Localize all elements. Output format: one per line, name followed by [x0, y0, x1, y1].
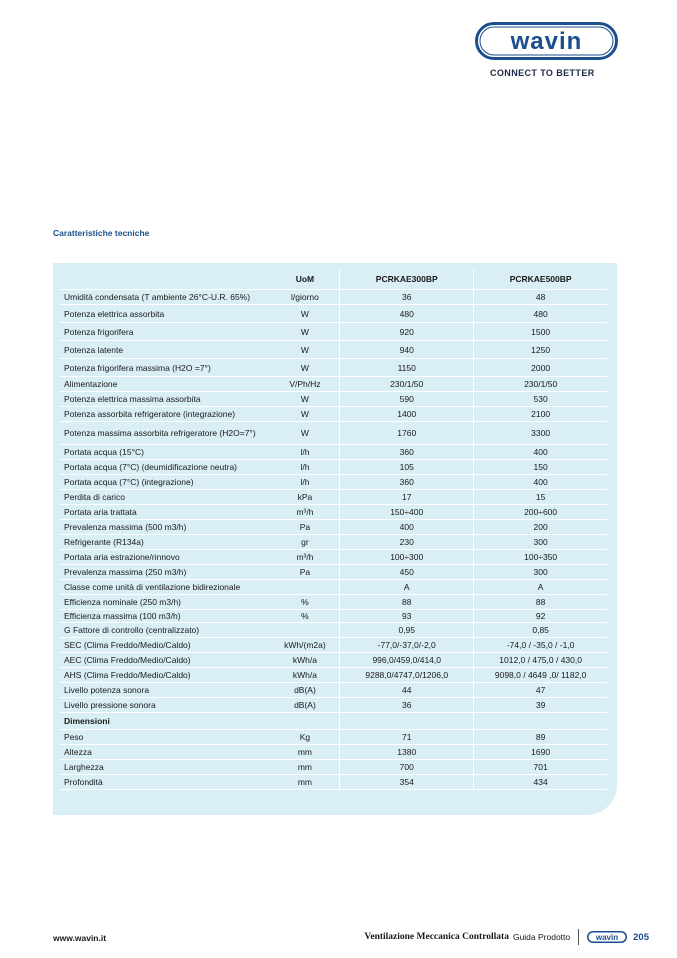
table-row: [60, 745, 607, 760]
cell-value-500: 92: [474, 610, 607, 623]
table-row: [60, 377, 607, 392]
cell-value-300: [340, 713, 474, 730]
cell-value-300: 590: [340, 392, 474, 407]
cell-uom: Pa: [271, 520, 340, 535]
cell-parameter: Portata acqua (7°C) (deumidificazione neutra): [60, 460, 271, 475]
cell-uom: %: [271, 610, 340, 623]
cell-value-500: 200: [474, 520, 607, 535]
cell-value-300: 105: [340, 460, 474, 475]
cell-parameter: Potenza latente: [60, 341, 271, 359]
logo-wordmark: wavin: [510, 28, 583, 55]
cell-value-500: 530: [474, 392, 607, 407]
cell-uom: W: [271, 407, 340, 422]
table-row: [60, 422, 607, 445]
cell-uom: [271, 580, 340, 595]
cell-value-300: 920: [340, 323, 474, 341]
section-title: Caratteristiche tecniche: [53, 228, 150, 238]
cell-parameter: Prevalenza massima (250 m3/h): [60, 565, 271, 580]
cell-uom: mm: [271, 745, 340, 760]
cell-value-500: 300: [474, 565, 607, 580]
table-row: [60, 595, 607, 610]
table-row: [60, 535, 607, 550]
cell-parameter: Classe come unità di ventilazione bidirezionale: [60, 580, 271, 595]
cell-parameter: Livello pressione sonora: [60, 698, 271, 713]
cell-value-300: 230/1/50: [340, 377, 474, 392]
cell-value-500: 88: [474, 595, 607, 610]
table-row: [60, 445, 607, 460]
cell-parameter: Larghezza: [60, 760, 271, 775]
table-row: [60, 460, 607, 475]
cell-uom: m³/h: [271, 505, 340, 520]
cell-value-500: 0,85: [474, 623, 607, 638]
table-row: [60, 668, 607, 683]
cell-value-300: A: [340, 580, 474, 595]
cell-parameter: SEC (Clima Freddo/Medio/Caldo): [60, 638, 271, 653]
cell-value-300: 700: [340, 760, 474, 775]
cell-value-300: 36: [340, 290, 474, 305]
cell-parameter: AHS (Clima Freddo/Medio/Caldo): [60, 668, 271, 683]
table-row: [60, 323, 607, 341]
cell-value-300: 360: [340, 475, 474, 490]
cell-uom: kWh/a: [271, 668, 340, 683]
cell-parameter: Portata acqua (15°C): [60, 445, 271, 460]
table-row: [60, 520, 607, 535]
cell-parameter: Potenza elettrica assorbita: [60, 305, 271, 323]
cell-value-300: 400: [340, 520, 474, 535]
cell-uom: l/giorno: [271, 290, 340, 305]
wavin-logo: [475, 22, 618, 60]
cell-value-500: 434: [474, 775, 607, 790]
cell-value-300: 1400: [340, 407, 474, 422]
cell-value-300: 88: [340, 595, 474, 610]
cell-uom: dB(A): [271, 683, 340, 698]
table-row: [60, 565, 607, 580]
cell-value-500: 47: [474, 683, 607, 698]
cell-uom: gr: [271, 535, 340, 550]
cell-uom: mm: [271, 775, 340, 790]
cell-value-300: 480: [340, 305, 474, 323]
footer-logo-wordmark: wavin: [596, 933, 619, 942]
table-row: [60, 683, 607, 698]
table-row: [60, 359, 607, 377]
cell-uom: l/h: [271, 460, 340, 475]
cell-value-500: 3300: [474, 422, 607, 445]
cell-uom: l/h: [271, 475, 340, 490]
cell-uom: dB(A): [271, 698, 340, 713]
cell-parameter: Portata acqua (7°C) (integrazione): [60, 475, 271, 490]
cell-uom: l/h: [271, 445, 340, 460]
table-row: [60, 305, 607, 323]
table-row: [60, 730, 607, 745]
cell-value-500: 15: [474, 490, 607, 505]
cell-value-300: 1380: [340, 745, 474, 760]
cell-parameter: Refrigerante (R134a): [60, 535, 271, 550]
cell-value-500: 150: [474, 460, 607, 475]
table-row: [60, 580, 607, 595]
cell-value-500: A: [474, 580, 607, 595]
cell-uom: Pa: [271, 565, 340, 580]
cell-value-500: 701: [474, 760, 607, 775]
cell-parameter: Portata aria estrazione/rinnovo: [60, 550, 271, 565]
cell-value-300: -77,0/-37,0/-2,0: [340, 638, 474, 653]
cell-uom: W: [271, 359, 340, 377]
table-row: [60, 760, 607, 775]
footer-wavin-logo: [587, 931, 627, 943]
cell-value-300: 36: [340, 698, 474, 713]
tagline: CONNECT TO BETTER: [490, 68, 595, 78]
cell-value-300: 450: [340, 565, 474, 580]
cell-parameter: Alimentazione: [60, 377, 271, 392]
table-row: [60, 550, 607, 565]
table-row: [60, 698, 607, 713]
cell-parameter: Portata aria trattata: [60, 505, 271, 520]
cell-value-300: 940: [340, 341, 474, 359]
cell-parameter: Potenza assorbita refrigeratore (integrazione): [60, 407, 271, 422]
cell-parameter: Potenza elettrica massima assorbita: [60, 392, 271, 407]
table-row: [60, 290, 607, 305]
cell-value-500: 1690: [474, 745, 607, 760]
cell-parameter: G Fattore di controllo (centralizzato): [60, 623, 271, 638]
cell-parameter: Efficienza nominale (250 m3/h): [60, 595, 271, 610]
cell-uom: Kg: [271, 730, 340, 745]
cell-value-500: 1250: [474, 341, 607, 359]
cell-value-500: 9098,0 / 4649 ,0/ 1182,0: [474, 668, 607, 683]
cell-value-500: 39: [474, 698, 607, 713]
table-header-row: [60, 269, 607, 290]
cell-value-300: 360: [340, 445, 474, 460]
cell-value-500: 2100: [474, 407, 607, 422]
cell-value-500: [474, 713, 607, 730]
table-row: [60, 775, 607, 790]
cell-parameter: AEC (Clima Freddo/Medio/Caldo): [60, 653, 271, 668]
cell-value-500: -74,0 / -35,0 / -1,0: [474, 638, 607, 653]
table-row: [60, 341, 607, 359]
table-row: [60, 638, 607, 653]
cell-parameter: Dimensioni: [60, 713, 271, 730]
cell-parameter: Perdita di carico: [60, 490, 271, 505]
cell-value-300: 354: [340, 775, 474, 790]
cell-parameter: Livello potenza sonora: [60, 683, 271, 698]
cell-value-300: 93: [340, 610, 474, 623]
header-parameter: [60, 269, 271, 290]
cell-value-500: 480: [474, 305, 607, 323]
cell-parameter: Potenza frigorifera: [60, 323, 271, 341]
footer-url: www.wavin.it: [53, 933, 107, 943]
page-number: 205: [633, 931, 649, 943]
cell-uom: [271, 713, 340, 730]
cell-uom: m³/h: [271, 550, 340, 565]
footer-info: [364, 928, 649, 946]
cell-parameter: Efficienza massima (100 m3/h): [60, 610, 271, 623]
cell-parameter: Potenza frigorifera massima (H2O =7°): [60, 359, 271, 377]
cell-value-500: 89: [474, 730, 607, 745]
cell-value-300: 9288,0/4747,0/1206,0: [340, 668, 474, 683]
cell-value-300: 996,0/459,0/414,0: [340, 653, 474, 668]
cell-parameter: Profondità: [60, 775, 271, 790]
cell-value-300: 1150: [340, 359, 474, 377]
cell-value-500: 48: [474, 290, 607, 305]
cell-uom: [271, 623, 340, 638]
cell-uom: V/Ph/Hz: [271, 377, 340, 392]
cell-parameter: Umidità condensata (T ambiente 26°C-U.R. 65%): [60, 290, 271, 305]
specs-table: [60, 269, 607, 790]
cell-uom: mm: [271, 760, 340, 775]
cell-uom: %: [271, 595, 340, 610]
footer-title: Ventilazione Meccanica Controllata: [364, 932, 509, 942]
cell-value-500: 400: [474, 445, 607, 460]
cell-uom: W: [271, 392, 340, 407]
cell-uom: W: [271, 323, 340, 341]
cell-value-500: 1500: [474, 323, 607, 341]
cell-value-500: 400: [474, 475, 607, 490]
table-row: [60, 623, 607, 638]
cell-uom: kPa: [271, 490, 340, 505]
footer-subtitle: Guida Prodotto: [512, 932, 571, 942]
cell-value-500: 1012,0 / 475,0 / 430,0: [474, 653, 607, 668]
table-row: [60, 610, 607, 623]
section-row-dimensions: [60, 713, 607, 730]
cell-value-300: 230: [340, 535, 474, 550]
cell-uom: W: [271, 422, 340, 445]
cell-parameter: Peso: [60, 730, 271, 745]
header-uom: UoM: [271, 269, 340, 290]
cell-parameter: Altezza: [60, 745, 271, 760]
table-row: [60, 490, 607, 505]
cell-value-300: 100÷300: [340, 550, 474, 565]
cell-uom: W: [271, 341, 340, 359]
table-row: [60, 653, 607, 668]
cell-uom: kWh/(m2a): [271, 638, 340, 653]
cell-parameter: Potenza massima assorbita refrigeratore (H2O=7°): [60, 422, 271, 445]
cell-value-500: 300: [474, 535, 607, 550]
cell-uom: kWh/a: [271, 653, 340, 668]
table-row: [60, 407, 607, 422]
header-model-500: PCRKAE500BP: [474, 269, 607, 290]
table-row: [60, 475, 607, 490]
cell-value-300: 0,95: [340, 623, 474, 638]
cell-value-500: 200÷600: [474, 505, 607, 520]
table-row: [60, 392, 607, 407]
cell-value-300: 17: [340, 490, 474, 505]
cell-value-500: 2000: [474, 359, 607, 377]
footer-divider: [578, 929, 579, 945]
cell-value-500: 100÷350: [474, 550, 607, 565]
table-row: [60, 505, 607, 520]
cell-parameter: Prevalenza massima (500 m3/h): [60, 520, 271, 535]
cell-value-300: 1760: [340, 422, 474, 445]
cell-value-500: 230/1/50: [474, 377, 607, 392]
cell-uom: W: [271, 305, 340, 323]
cell-value-300: 71: [340, 730, 474, 745]
cell-value-300: 150÷400: [340, 505, 474, 520]
cell-value-300: 44: [340, 683, 474, 698]
header-model-300: PCRKAE300BP: [340, 269, 474, 290]
